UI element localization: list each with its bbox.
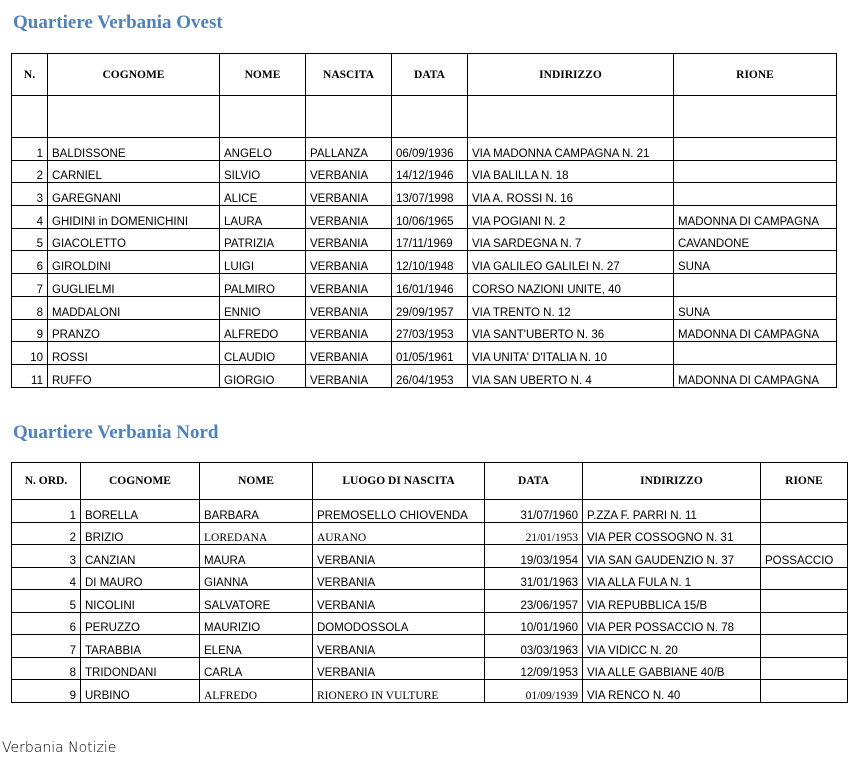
table-row (12, 138, 837, 161)
col-header-n-ord: N. ORD. (12, 463, 81, 500)
col-header-indirizzo: INDIRIZZO (468, 54, 674, 96)
ovest-header-row (12, 54, 837, 96)
cell-rione: POSSACCIO (761, 545, 848, 568)
cell-n-ord: 3 (12, 545, 81, 568)
cell-indirizzo: VIA MADONNA CAMPAGNA N. 21 (468, 138, 674, 161)
cell-data: 14/12/1946 (392, 160, 468, 183)
cell-rione: MADONNA DI CAMPAGNA (674, 364, 837, 387)
cell-cognome: TARABBIA (81, 635, 200, 658)
cell-luogo-nascita: DOMODOSSOLA (313, 612, 485, 635)
cell-nome: ANGELO (220, 138, 306, 161)
cell-indirizzo: VIA ALLA FULA N. 1 (583, 567, 761, 590)
cell-rione (761, 635, 848, 658)
cell-rione (674, 160, 837, 183)
cell-data: 12/10/1948 (392, 251, 468, 274)
footer-caption: Verbania Notizie (2, 740, 117, 756)
cell-nascita: VERBANIA (306, 319, 392, 342)
cell-data: 12/09/1953 (485, 657, 583, 680)
cell-cognome: PRANZO (48, 319, 220, 342)
cell-n: 5 (12, 228, 48, 251)
cell-n: 11 (12, 364, 48, 387)
cell-indirizzo: VIA ALLE GABBIANE 40/B (583, 657, 761, 680)
table-row (12, 635, 848, 658)
cell-luogo-nascita: VERBANIA (313, 545, 485, 568)
cell-n-ord: 4 (12, 567, 81, 590)
cell-data: 31/01/1963 (485, 567, 583, 590)
cell-nome: ELENA (200, 635, 313, 658)
cell-data: 26/04/1953 (392, 364, 468, 387)
cell-cognome: GUGLIELMI (48, 274, 220, 297)
cell-data: 06/09/1936 (392, 138, 468, 161)
cell-rione (674, 138, 837, 161)
cell-cognome: ROSSI (48, 342, 220, 365)
col-header-data: DATA (485, 463, 583, 500)
col-header-indirizzo: INDIRIZZO (583, 463, 761, 500)
cell-n: 8 (12, 296, 48, 319)
cell-data: 01/05/1961 (392, 342, 468, 365)
col-header-rione: RIONE (761, 463, 848, 500)
cell-nascita: PALLANZA (306, 138, 392, 161)
cell-n: 7 (12, 274, 48, 297)
cell-data: 13/07/1998 (392, 183, 468, 206)
cell-nascita: VERBANIA (306, 274, 392, 297)
table-row (12, 183, 837, 206)
cell-nome: GIANNA (200, 567, 313, 590)
cell-rione (761, 590, 848, 613)
cell-rione: CAVANDONE (674, 228, 837, 251)
table-row (12, 296, 837, 319)
table-row (12, 206, 837, 229)
table-row (12, 274, 837, 297)
cell-nome: CLAUDIO (220, 342, 306, 365)
cell-n-ord: 8 (12, 657, 81, 680)
table-row (12, 522, 848, 545)
cell-n: 4 (12, 206, 48, 229)
table-row (12, 500, 848, 523)
cell-cognome: MADDALONI (48, 296, 220, 319)
cell-rione (761, 500, 848, 523)
cell-indirizzo: VIA SAN GAUDENZIO N. 37 (583, 545, 761, 568)
col-header-nome: NOME (220, 54, 306, 96)
col-header-nome: NOME (200, 463, 313, 500)
cell-cognome: NICOLINI (81, 590, 200, 613)
cell-rione (761, 522, 848, 545)
col-header-nascita: NASCITA (306, 54, 392, 96)
cell-rione: MADONNA DI CAMPAGNA (674, 319, 837, 342)
cell-indirizzo: VIA SARDEGNA N. 7 (468, 228, 674, 251)
cell-n-ord: 2 (12, 522, 81, 545)
cell-nome: MAURIZIO (200, 612, 313, 635)
cell-cognome: GAREGNANI (48, 183, 220, 206)
cell-luogo-nascita: RIONERO IN VULTURE (313, 680, 485, 703)
cell-n-ord: 1 (12, 500, 81, 523)
cell-nome: ALFREDO (200, 680, 313, 703)
table-row (12, 160, 837, 183)
cell-rione (761, 657, 848, 680)
cell-indirizzo: VIA TRENTO N. 12 (468, 296, 674, 319)
cell-nome: LUIGI (220, 251, 306, 274)
col-header-n: N. (12, 54, 48, 96)
cell-cognome: RUFFO (48, 364, 220, 387)
table-row (12, 319, 837, 342)
cell-data: 21/01/1953 (485, 522, 583, 545)
cell-nome: BARBARA (200, 500, 313, 523)
col-header-cognome: COGNOME (81, 463, 200, 500)
table-row (12, 364, 837, 387)
cell-n-ord: 9 (12, 680, 81, 703)
cell-data: 10/06/1965 (392, 206, 468, 229)
cell-indirizzo: VIA VIDICC N. 20 (583, 635, 761, 658)
cell-nome: ENNIO (220, 296, 306, 319)
cell-indirizzo: VIA PER POSSACCIO N. 78 (583, 612, 761, 635)
col-header-data: DATA (392, 54, 468, 96)
table-row (12, 567, 848, 590)
cell-n: 9 (12, 319, 48, 342)
cell-nome: ALFREDO (220, 319, 306, 342)
cell-indirizzo: VIA RENCO N. 40 (583, 680, 761, 703)
cell-luogo-nascita: VERBANIA (313, 635, 485, 658)
cell-cognome: GIROLDINI (48, 251, 220, 274)
cell-nome: CARLA (200, 657, 313, 680)
cell-nascita: VERBANIA (306, 296, 392, 319)
cell-rione (761, 680, 848, 703)
cell-nome: LAURA (220, 206, 306, 229)
cell-n: 10 (12, 342, 48, 365)
cell-data: 03/03/1963 (485, 635, 583, 658)
cell-data: 10/01/1960 (485, 612, 583, 635)
cell-rione (674, 342, 837, 365)
cell-cognome: GIACOLETTO (48, 228, 220, 251)
cell-indirizzo: VIA SANT'UBERTO N. 36 (468, 319, 674, 342)
cell-rione (761, 612, 848, 635)
cell-rione (761, 567, 848, 590)
ovest-title: Quartiere Verbania Ovest (13, 12, 223, 33)
cell-cognome: BORELLA (81, 500, 200, 523)
table-row (12, 657, 848, 680)
cell-rione (674, 274, 837, 297)
cell-luogo-nascita: PREMOSELLO CHIOVENDA (313, 500, 485, 523)
cell-cognome: URBINO (81, 680, 200, 703)
cell-nome: GIORGIO (220, 364, 306, 387)
table-row (12, 680, 848, 703)
cell-indirizzo: VIA REPUBBLICA 15/B (583, 590, 761, 613)
cell-n: 1 (12, 138, 48, 161)
cell-nome: LOREDANA (200, 522, 313, 545)
cell-rione (674, 183, 837, 206)
cell-indirizzo: P.ZZA F. PARRI N. 11 (583, 500, 761, 523)
cell-data: 19/03/1954 (485, 545, 583, 568)
cell-nome: SALVATORE (200, 590, 313, 613)
cell-nascita: VERBANIA (306, 342, 392, 365)
nord-header-row (12, 463, 848, 500)
cell-data: 16/01/1946 (392, 274, 468, 297)
cell-nascita: VERBANIA (306, 183, 392, 206)
cell-cognome: TRIDONDANI (81, 657, 200, 680)
cell-data: 27/03/1953 (392, 319, 468, 342)
cell-nome: MAURA (200, 545, 313, 568)
col-header-cognome: COGNOME (48, 54, 220, 96)
table-row (12, 545, 848, 568)
cell-indirizzo: CORSO NAZIONI UNITE, 40 (468, 274, 674, 297)
cell-cognome: CANZIAN (81, 545, 200, 568)
cell-cognome: CARNIEL (48, 160, 220, 183)
cell-data: 17/11/1969 (392, 228, 468, 251)
cell-indirizzo: VIA A. ROSSI N. 16 (468, 183, 674, 206)
nord-table (11, 462, 848, 703)
cell-n-ord: 7 (12, 635, 81, 658)
cell-indirizzo: VIA PER COSSOGNO N. 31 (583, 522, 761, 545)
cell-luogo-nascita: AURANO (313, 522, 485, 545)
cell-rione: MADONNA DI CAMPAGNA (674, 206, 837, 229)
cell-indirizzo: VIA SAN UBERTO N. 4 (468, 364, 674, 387)
col-header-rione: RIONE (674, 54, 837, 96)
cell-nome: ALICE (220, 183, 306, 206)
cell-nascita: VERBANIA (306, 206, 392, 229)
cell-luogo-nascita: VERBANIA (313, 657, 485, 680)
cell-cognome: BALDISSONE (48, 138, 220, 161)
cell-nascita: VERBANIA (306, 228, 392, 251)
cell-indirizzo: VIA BALILLA N. 18 (468, 160, 674, 183)
cell-luogo-nascita: VERBANIA (313, 567, 485, 590)
cell-n: 3 (12, 183, 48, 206)
cell-rione: SUNA (674, 251, 837, 274)
cell-indirizzo: VIA POGIANI N. 2 (468, 206, 674, 229)
cell-data: 29/09/1957 (392, 296, 468, 319)
cell-nascita: VERBANIA (306, 251, 392, 274)
table-row (12, 612, 848, 635)
cell-n: 2 (12, 160, 48, 183)
cell-nome: PALMIRO (220, 274, 306, 297)
table-row (12, 251, 837, 274)
cell-luogo-nascita: VERBANIA (313, 590, 485, 613)
cell-n-ord: 5 (12, 590, 81, 613)
table-row (12, 342, 837, 365)
cell-cognome: GHIDINI in DOMENICHINI (48, 206, 220, 229)
cell-n: 6 (12, 251, 48, 274)
cell-cognome: PERUZZO (81, 612, 200, 635)
table-row (12, 228, 837, 251)
cell-data: 23/06/1957 (485, 590, 583, 613)
cell-nome: PATRIZIA (220, 228, 306, 251)
cell-n-ord: 6 (12, 612, 81, 635)
table-row (12, 590, 848, 613)
cell-cognome: BRIZIO (81, 522, 200, 545)
cell-rione: SUNA (674, 296, 837, 319)
cell-nome: SILVIO (220, 160, 306, 183)
col-header-luogo-nascita: LUOGO DI NASCITA (313, 463, 485, 500)
ovest-table (11, 53, 837, 388)
cell-nascita: VERBANIA (306, 160, 392, 183)
cell-cognome: DI MAURO (81, 567, 200, 590)
cell-nascita: VERBANIA (306, 364, 392, 387)
cell-data: 01/09/1939 (485, 680, 583, 703)
cell-indirizzo: VIA UNITA' D'ITALIA N. 10 (468, 342, 674, 365)
cell-indirizzo: VIA GALILEO GALILEI N. 27 (468, 251, 674, 274)
cell-data: 31/07/1960 (485, 500, 583, 523)
nord-title: Quartiere Verbania Nord (13, 422, 219, 443)
